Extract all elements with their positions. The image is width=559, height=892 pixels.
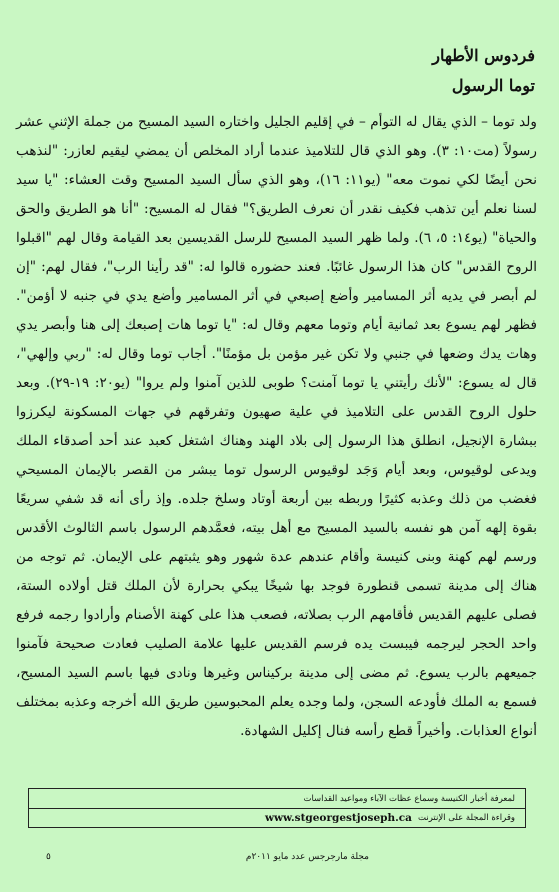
- website-link[interactable]: www.stgeorgestjoseph.ca: [264, 812, 412, 824]
- saint-name-heading: توما الرسول: [451, 76, 535, 95]
- magazine-issue: مجلة مارجرجس عدد مايو ٢٠١١م: [245, 852, 369, 862]
- info-box-row: [29, 808, 525, 827]
- page-number: ٥: [46, 852, 51, 862]
- info-line-prefix: وقراءة المجلة على الإنترنت: [417, 813, 515, 823]
- info-line: لمعرفة أخبار الكنيسة وسماع عظات الآباء ومواعيد القداسات: [303, 793, 515, 804]
- section-title: فردوس الأطهار: [432, 46, 535, 65]
- info-box-row: [29, 789, 525, 808]
- page-footer: [0, 852, 559, 866]
- info-box: [28, 788, 526, 828]
- header: [432, 42, 535, 102]
- article-body: ولد توما – الذي يقال له التوأم – في إقليم الجليل واختاره السيد المسيح من جملة الإثني عشر رسولاً (مت١٠: ٣). وهو الذي قال للتلاميذ عندما أراد المخلص أن يمضي ليقيم لعازر: "لنذهب نحن أيضًا لكي نموت معه" (يو١١: ١٦)، وهو الذي سأل السيد المسيح وقت العشاء: "يا سيد لسنا نعلم أين تذهب فكيف نقدر أن نعرف الطريق؟" فقال له المسيح: "أنا هو الطريق والحق والحياة" (يو١٤: ٥، ٦). ولما ظهر السيد المسيح للرسل القديسين بعد القيامة وقال لهم "اقبلوا الروح القدس" كان هذا الرسول غائبًا. فعند حضوره قالوا له: "قد رأينا الرب"، فقال لهم: "إن لم أبصر في يديه أثر المسامير وأضع إصبعي في أثر المسامير وأضع يدي في جنبه لا أؤمن". فظهر لهم يسوع بعد ثمانية أيام وتوما معهم وقال له: "يا توما هات إصبعك إلى هنا وأبصر يدي وهات يدك وضعها في جنبي ولا تكن غير مؤمن بل مؤمنًا". أجاب توما وقال له: "ربي وإلهي"، قال له يسوع: "لأنك رأيتني يا توما آمنت؟ طوبى للذين آمنوا ولم يروا" (يو٢٠: ١٩-٢٩). وبعد حلول الروح القدس على التلاميذ في علية صهيون وتفرقهم في جهات المسكونة ليكرزوا ببشارة الإنجيل، انطلق هذا الرسول إلى بلاد الهند وهناك اشتغل كعبد عند أحد أصدقاء الملك ويدعى لوقيوس، وبعد أيام وَجَد لوقيوس الرسول توما يبشر من القصر بالإيمان المسيحي فغضب من ذلك وعذبه كثيرًا وربطه بين أربعة أوتاد وسلخ جلده. وإذ رأى أنه قد شفي سريعًا بقوة إلهه آمن هو نفسه بالسيد المسيح مع أهل بيته، فعمَّدهم الرسول باسم الثالوث الأقدس ورسم لهم كهنة وبنى كنيسة وأقام عندهم عدة شهور وهو يثبتهم على الإيمان. ثم توجه من هناك إلى مدينة تسمى قنطورة فوجد بها شيخًا يبكي بحرارة لأن الملك قتل أولاده الستة، فصلى عليهم القديس فأقامهم الرب بصلاته، فصعب هذا على كهنة الأصنام وأرادوا رجمه فرفع واحد الحجر ليرجمه فيبست يده فرسم القديس عليها علامة الصليب فعادت صحيحة فآمنوا جميعهم بالرب يسوع. ثم مضى إلى مدينة بركيناس وغيرها ونادى فيها باسم السيد المسيح، فسمع به الملك فأودعه السجن، ولما وجده يعلم المحبوسين طريق الله أخرجه وعذبه بمختلف أنواع العذابات. وأخيراً قطع رأسه فنال إكليل الشهادة.: [16, 114, 537, 739]
